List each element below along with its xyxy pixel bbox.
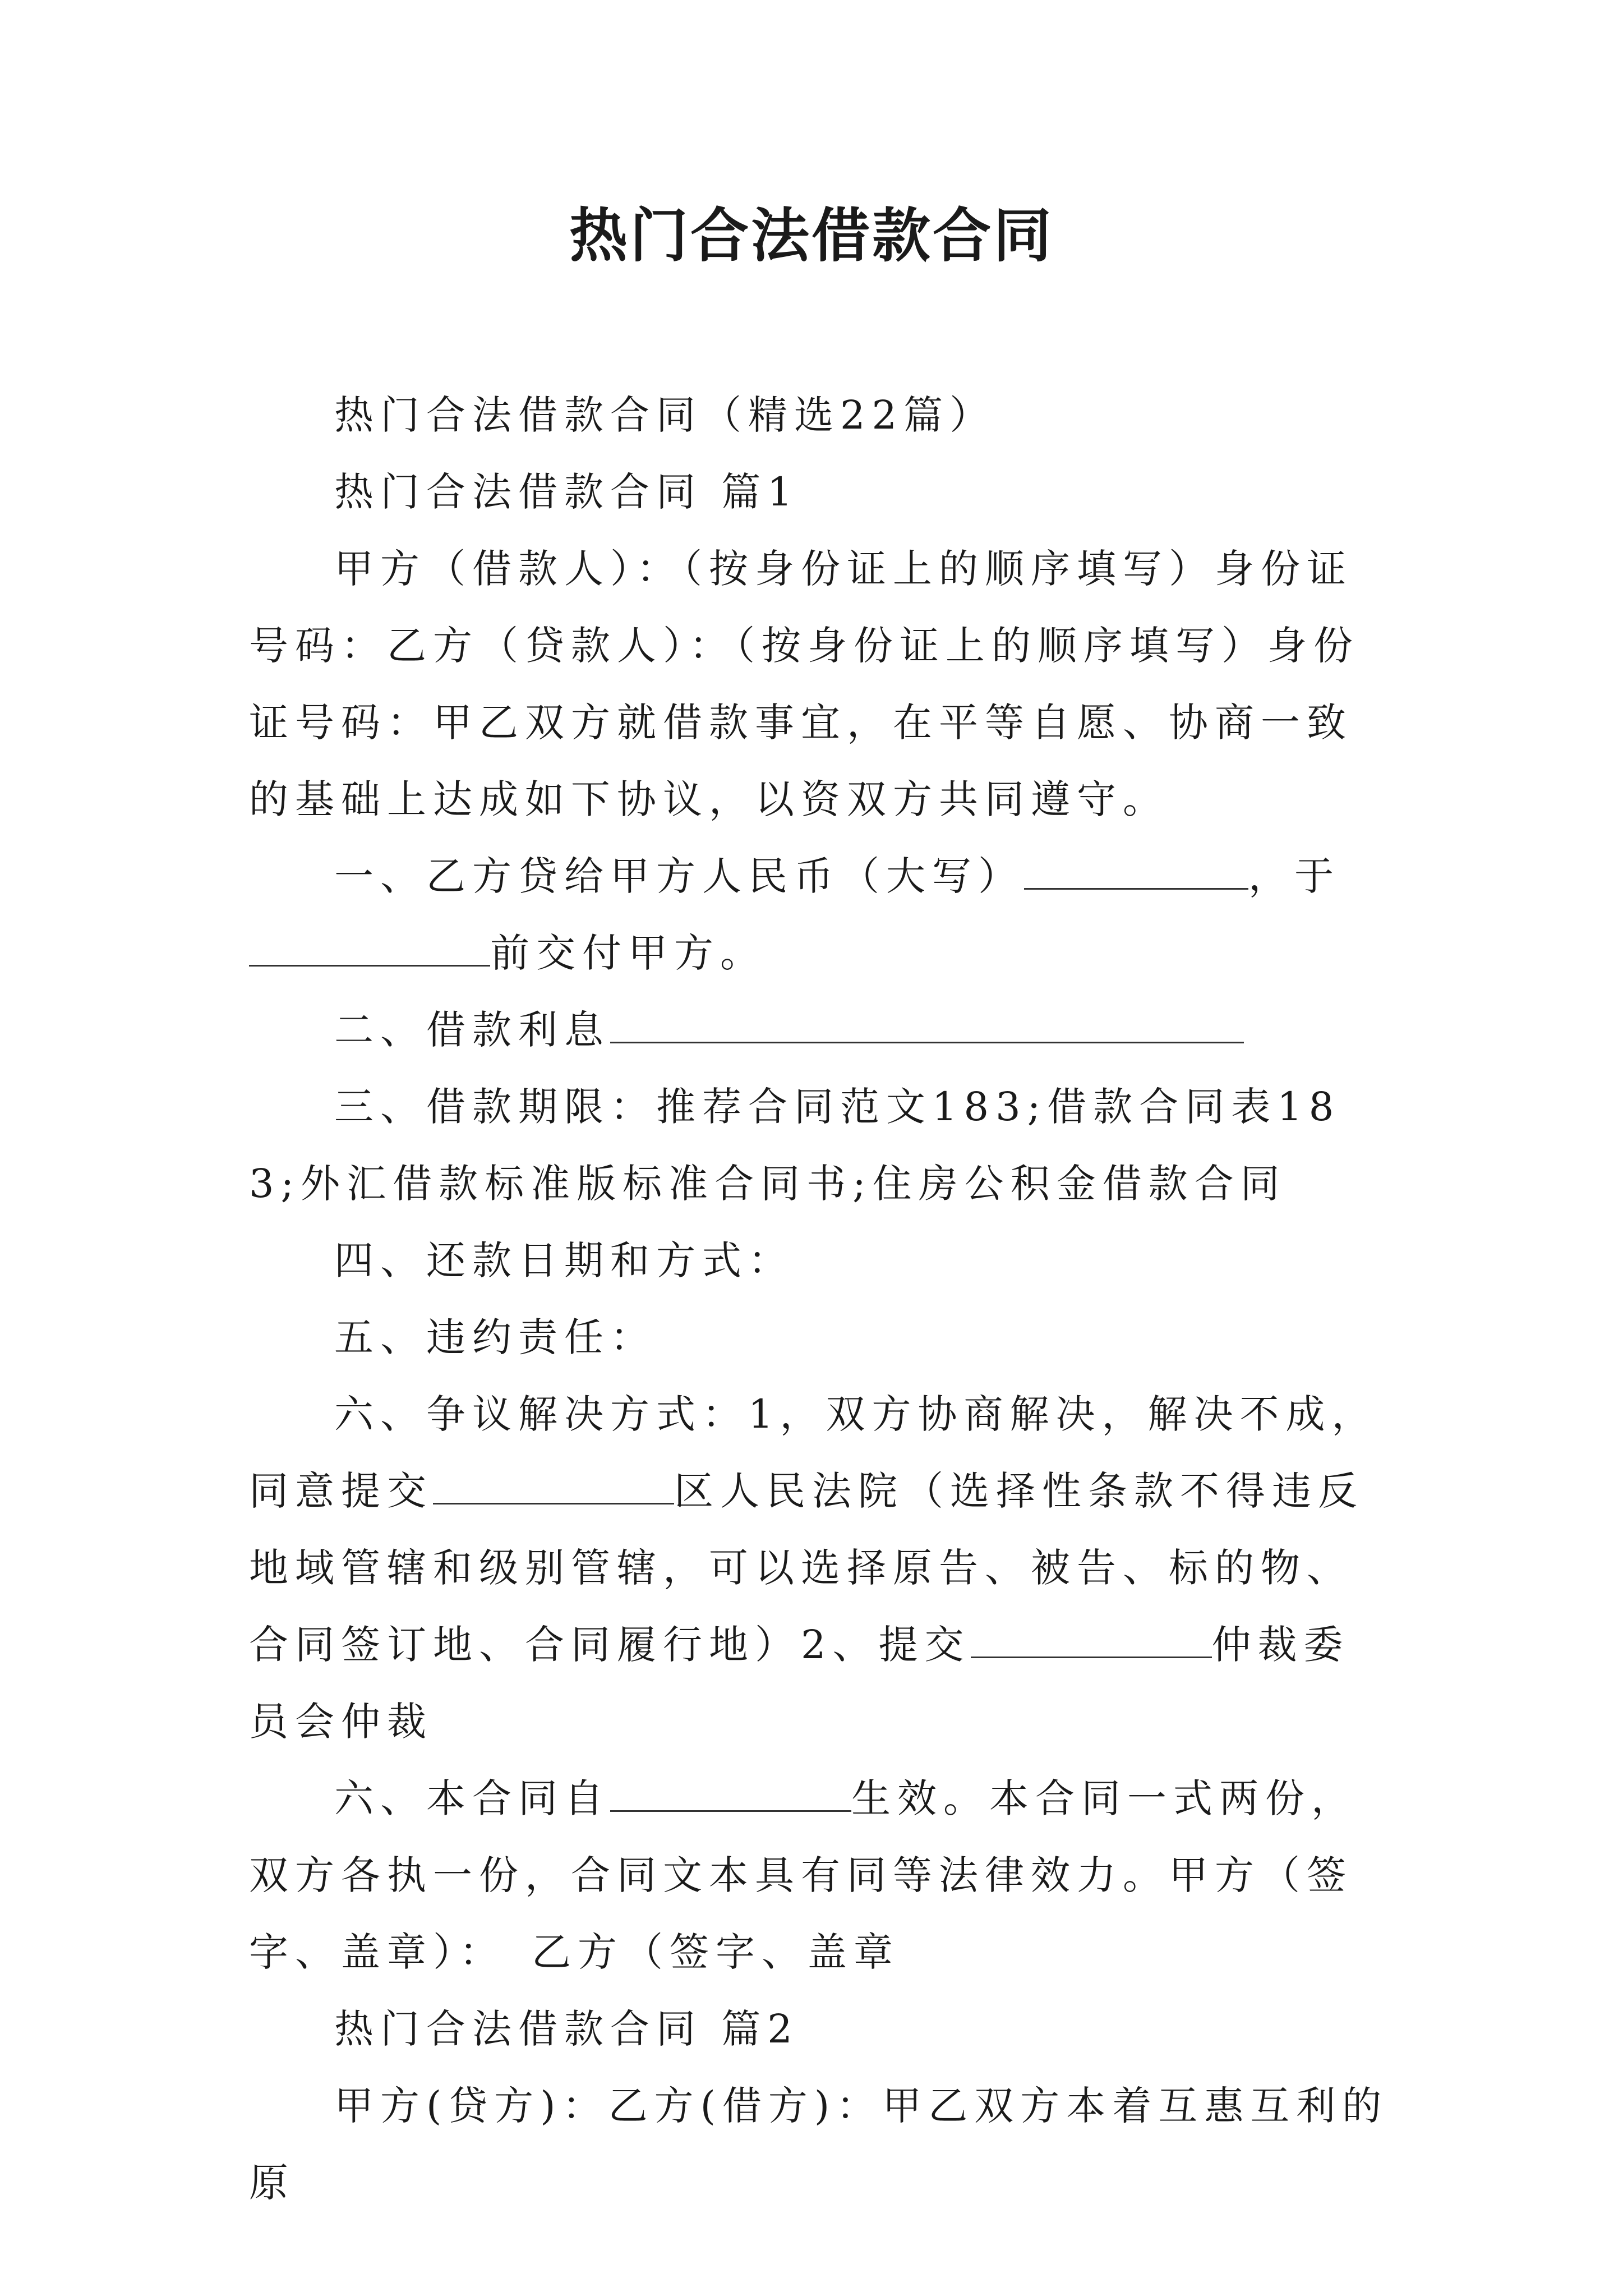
clause-7-text-b: 生效。本合同一式两份，双方各执一份，合同文本具有同等法律效力。甲方（签字、盖章）： 乙方（签字、盖章 xyxy=(249,1775,1357,1975)
clause-2-text: 二、借款利息 xyxy=(334,1007,610,1053)
document-body xyxy=(249,377,1390,2221)
clause-6-text-b: 区人民法院（选择性条款不得违反地域管辖和级别管辖，可以选择原告、被告、标的物、合同签订地、合同履行地）2、提交 xyxy=(249,1468,1364,1668)
article-2-heading: 热门合法借款合同 篇2 xyxy=(334,2006,799,2052)
clause-6-text-a: 六、争议解决方式：1，双方协商解决，解决不成，同意提交 xyxy=(249,1391,1378,1514)
clause-5: 五、违约责任： xyxy=(334,1314,656,1360)
blank-line xyxy=(610,1002,1244,1043)
clause-7-text-a: 六、本合同自 xyxy=(334,1775,610,1821)
clause-3: 三、借款期限：推荐合同范文183;借款合同表183;外汇借款标准版标准合同书;住房公积金借款合同 xyxy=(249,1084,1341,1207)
clause-1 xyxy=(249,838,1390,992)
clause-2 xyxy=(249,992,1390,1069)
article-2-paragraph: 甲方(贷方)：乙方(借方)：甲乙双方本着互惠互利的原 xyxy=(249,2083,1389,2206)
clause-6-text-c: 仲裁委员会仲裁 xyxy=(249,1622,1350,1745)
article-1-parties-paragraph: 甲方（借款人）：（按身份证上的顺序填写）身份证号码：乙方（贷款人）：（按身份证上的顺序填写）身份证号码：甲乙双方就借款事宜，在平等自愿、协商一致的基础上达成如下协议，以资双方共同遵守。 xyxy=(249,546,1359,822)
blank-line xyxy=(249,926,490,967)
clause-1-text-c: 前交付甲方。 xyxy=(490,930,766,976)
blank-line xyxy=(610,1771,851,1812)
blank-line xyxy=(1024,849,1248,890)
clause-6-dispute xyxy=(249,1376,1390,1760)
blank-line xyxy=(971,1617,1212,1658)
article-1-heading: 热门合法借款合同 篇1 xyxy=(334,469,799,515)
clause-1-text-b: ，于 xyxy=(1248,853,1340,899)
clause-4: 四、还款日期和方式： xyxy=(334,1237,794,1283)
clause-6-effect xyxy=(249,1760,1390,1991)
document-title: 热门合法借款合同 xyxy=(569,201,1054,270)
blank-line xyxy=(433,1464,674,1504)
clause-1-text-a: 一、乙方贷给甲方人民币（大写） xyxy=(334,853,1024,899)
document-subtitle: 热门合法借款合同（精选22篇） xyxy=(334,392,996,438)
